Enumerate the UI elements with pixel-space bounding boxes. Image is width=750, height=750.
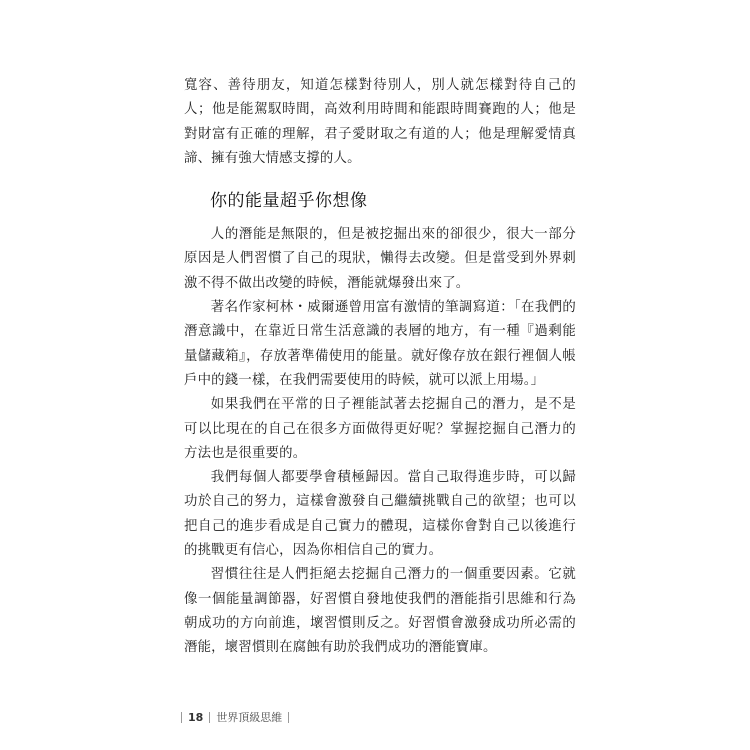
book-title: 世界頂級思維 (216, 711, 283, 724)
page-number: 18 (188, 710, 204, 724)
footer-divider-middle (209, 712, 210, 723)
page-body (184, 74, 576, 661)
section-heading: 你的能量超乎你想像 (210, 191, 368, 212)
footer-divider-left (181, 712, 182, 723)
paragraph-3: 如果我們在平常的日子裡能試著去挖掘自己的潛力，是不是可以比現在的自己在很多方面做得更好呢？掌握挖掘自己潛力的方法也是很重要的。 (184, 397, 576, 461)
paragraph-2: 著名作家柯林・威爾遜曾用富有激情的筆調寫道：「在我們的潛意識中，在靠近日常生活意識的表層的地方，有一種『過剩能量儲藏箱』，存放著準備使用的能量。就好像存放在銀行裡個人帳戶中的錢一樣，在我們需要使用的時候，就可以派上用場。」 (184, 300, 576, 388)
paragraph-1: 人的潛能是無限的，但是被挖掘出來的卻很少，很大一部分原因是人們習慣了自己的現狀，懶得去改變。但是當受到外界刺激不得不做出改變的時候，潛能就爆發出來了。 (184, 227, 576, 291)
page-footer (181, 709, 289, 725)
paragraph-4: 我們每個人都要學會積極歸因。當自己取得進步時，可以歸功於自己的努力，這樣會激發自己繼續挑戰自己的欲望；也可以把自己的進步看成是自己實力的體現，這樣你會對自己以後進行的挑戰更有信心，因為你相信自己的實力。 (184, 470, 576, 559)
paragraph-5: 習慣往往是人們拒絕去挖掘自己潛力的一個重要因素。它就像一個能量調節器，好習慣自發地使我們的潛能指引思維和行為朝成功的方向前進，壞習慣則反之。好習慣會激發成功所必需的潛能，壞習慣則在腐蝕有助於我們成功的潛能寶庫。 (184, 567, 576, 656)
footer-divider-right (288, 712, 289, 723)
intro-paragraph: 寬容、善待朋友，知道怎樣對待別人，別人就怎樣對待自己的人；他是能駕馭時間，高效利用時間和能跟時間賽跑的人；他是對財富有正確的理解，君子愛財取之有道的人；他是理解愛情真諦、擁有強大情感支撐的人。 (184, 78, 576, 166)
